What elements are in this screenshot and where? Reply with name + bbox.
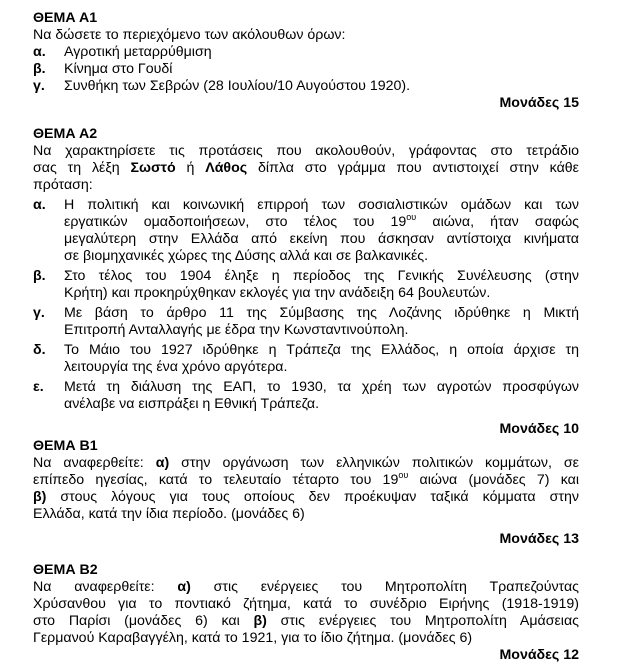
paragraph-line: επίπεδο ηγεσίας, κατά το τελευταίο τέταρτο του $19^{o\upsilon}$ αιώνα (μονάδες 7) και <box>33 470 579 488</box>
item-text: Κίνημα στο Γουδί <box>64 61 173 77</box>
item-label: β. <box>33 61 46 77</box>
list-item <box>33 44 579 61</box>
item-label: γ. <box>33 78 45 94</box>
list-item <box>33 61 579 78</box>
section-b1 <box>33 438 579 548</box>
exam-page <box>33 10 579 664</box>
marks-label: Μονάδες 10 <box>499 421 579 437</box>
list-item <box>33 268 579 302</box>
section-a2-intro-line: Να χαρακτηρίσετε τις προτάσεις που ακολουθούν, γράφοντας στο τετράδιο <box>33 143 579 159</box>
section-b2 <box>33 562 579 664</box>
paragraph-line: Χρύσανθου για το ποντιακό ζήτημα, κατά το συνέδριο Ειρήνης (1918-1919) <box>33 596 579 612</box>
item-text: Συνθήκη των Σεβρών (28 Ιουλίου/10 Αυγούστου 1920). <box>64 78 411 94</box>
item-label: α. <box>33 44 46 60</box>
section-a2-intro-line: σας τη λέξη Σωστό ή Λάθος δίπλα στο γράμμα που αντιστοιχεί στην κάθε <box>33 160 580 176</box>
section-a2 <box>33 126 579 438</box>
section-b2-title: ΘΕΜΑ Β2 <box>33 562 98 578</box>
marks-label: Μονάδες 15 <box>499 95 579 111</box>
item-label: δ. <box>33 342 46 358</box>
section-a2-intro-line: πρόταση: <box>33 177 93 193</box>
paragraph-line: Γερμανού Καραβαγγέλη, κατά το 1921, για το ίδιο ζήτημα. (μονάδες 6) <box>33 630 473 646</box>
item-label: γ. <box>33 305 45 321</box>
paragraph-line: Ελλάδα, κατά την ίδια περίοδο. (μονάδες 6) <box>33 506 305 522</box>
item-text: Στο τέλος του 1904 έληξε η περίοδος της Γενικής Συνέλευσης (στην Κρήτη) και προκηρύχθηκαν εκλογές για την ανάδειξη 64 βουλευτών. <box>64 268 579 301</box>
list-item <box>33 379 579 413</box>
wrong-word: Λάθος <box>205 160 248 176</box>
section-a1-title: ΘΕΜΑ Α1 <box>33 10 98 26</box>
item-text: Το Μάιο του 1927 ιδρύθηκε η Τράπεζα της Ελλάδος, η οποία άρχισε τη λειτουργία της ένα χρόνο αργότερα. <box>64 342 579 375</box>
item-text: Αγροτική μεταρρύθμιση <box>64 44 212 60</box>
section-a1-intro: Να δώσετε το περιεχόμενο των ακόλουθων όρων: <box>33 27 346 43</box>
paragraph-line: β) στους λόγους για τους οποίους δεν προέκυψαν ταξικά κόμματα στην <box>33 489 579 505</box>
paragraph-line: Να αναφερθείτε: α) στις ενέργειες του Μητροπολίτη Τραπεζούντας <box>33 579 579 595</box>
section-a1 <box>33 10 579 112</box>
section-b1-title: ΘΕΜΑ Β1 <box>33 438 98 454</box>
section-a2-title: ΘΕΜΑ Α2 <box>33 126 98 142</box>
correct-word: Σωστό <box>130 160 176 176</box>
paragraph-line: στο Παρίσι (μονάδες 6) και β) στις ενέργειες του Μητροπολίτη Αμάσειας <box>33 613 579 629</box>
list-item <box>33 305 579 339</box>
item-label: ε. <box>33 379 44 395</box>
marks-label: Μονάδες 12 <box>499 647 579 663</box>
list-item <box>33 342 579 376</box>
item-text: Η πολιτική και κοινωνική επιρροή των σοσιαλιστικών ομάδων και των εργατικών ομαδοποιήσεων, στο τέλος του $19^{o\upsilon}$ αιώνα, ήταν σαφώς μεγαλύτερη στην Ελλάδα από εκείνη που άσκησαν αντίστοιχα κινήματα σε βιομηχανικές χώρες της Δύσης αλλά και σε βαλκανικές. <box>64 197 579 264</box>
list-item <box>33 78 579 95</box>
item-label: β. <box>33 268 46 284</box>
paragraph-line: Να αναφερθείτε: α) στην οργάνωση των ελληνικών πολιτικών κομμάτων, σε <box>33 455 579 471</box>
marks-label: Μονάδες 13 <box>499 531 579 547</box>
item-text: Με βάση το άρθρο 11 της Σύμβασης της Λοζάνης ιδρύθηκε η Μικτή Επιτροπή Ανταλλαγής με έδρα την Κωνσταντινούπολη. <box>64 305 579 338</box>
item-label: α. <box>33 197 46 213</box>
list-item <box>33 197 579 265</box>
item-text: Μετά τη διάλυση της ΕΑΠ, το 1930, τα χρέη των αγροτών προσφύγων ανέλαβε να εισπράξει η Εθνική Τράπεζα. <box>64 379 579 412</box>
